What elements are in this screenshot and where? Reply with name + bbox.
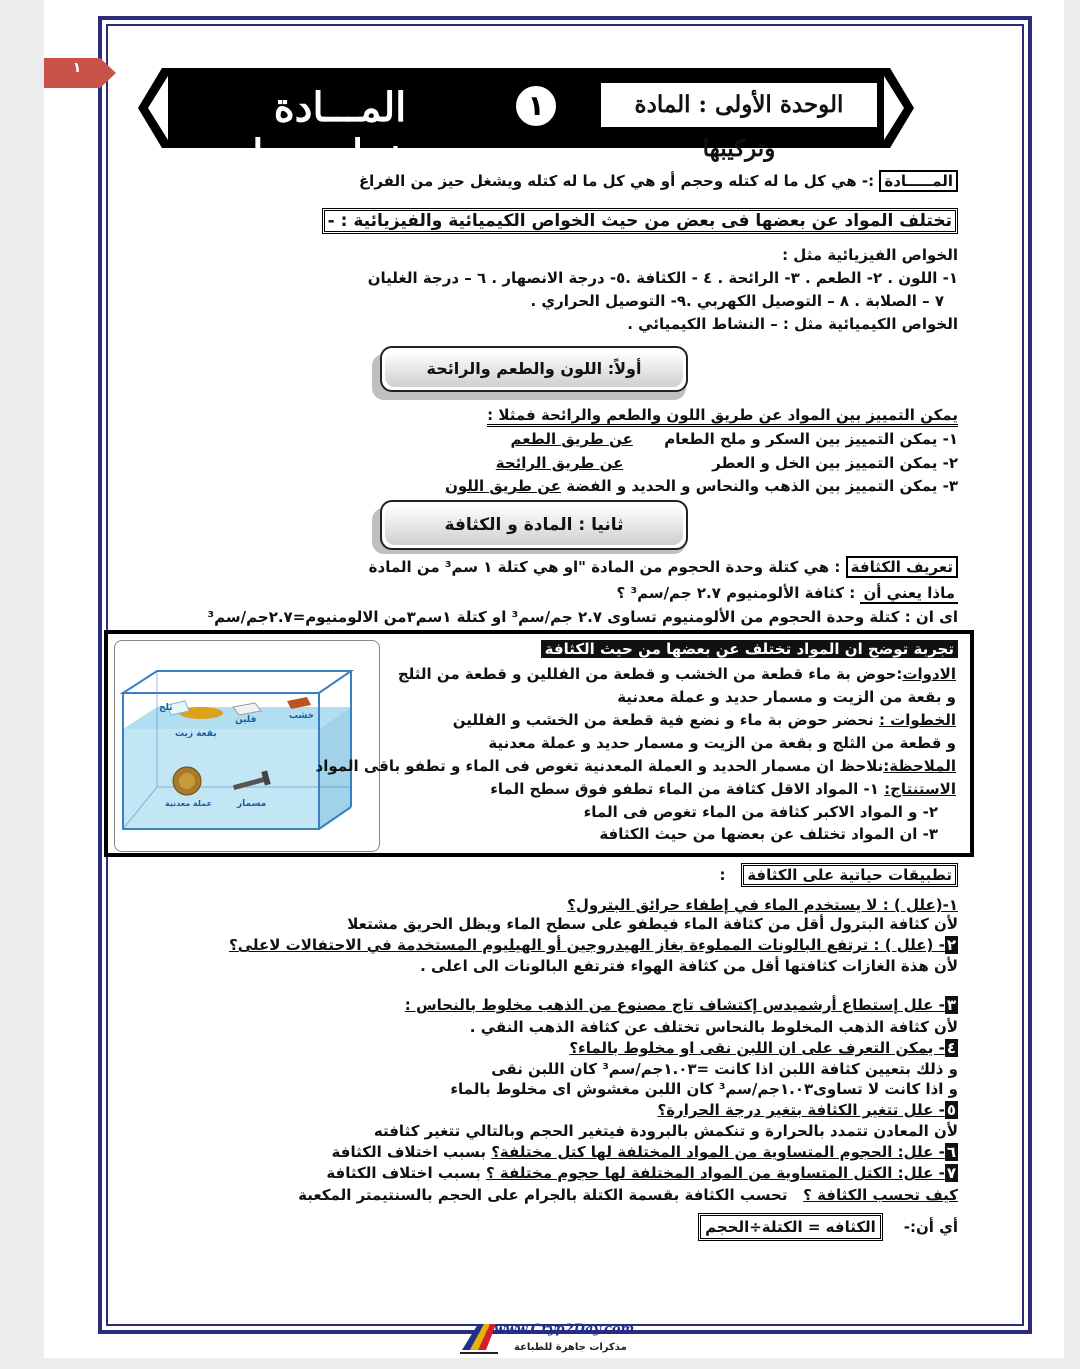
q3-number-badge: ٣ <box>946 996 956 1014</box>
section1-intro: يمكن التمييز بين المواد عن طريق اللون والطعم والرائحة فمثلا : <box>487 404 958 426</box>
experiment-conclusion-line3: ٣- ان المواد تختلف عن بعضها من حيث الكثافة <box>599 825 938 843</box>
section1-method-3: عن طريق اللون <box>445 477 561 495</box>
section1-method-1: عن طريق الطعم <box>510 430 633 448</box>
application-q2: ٢- (علل ) : ترتفع البالونات المملوءة بغاز الهيدروجين أو الهيليوم المستخدمة في الاحتفالات لاعلى؟ <box>229 936 956 954</box>
experiment-illustration <box>114 640 380 852</box>
chemical-properties: الخواص الكيميائية مثل : – النشاط الكيميائي . <box>627 315 958 333</box>
page-number: ١ <box>72 60 82 76</box>
footer-tagline: مذكرات جاهزة للطباعة <box>514 1342 627 1353</box>
application-q4: ٤- يمكن التعرف على ان اللبن نقى او مخلوط بالماء؟ <box>569 1039 956 1057</box>
density-formula: أي أن:- الكثافه = الكتلة÷الحجم <box>698 1216 958 1238</box>
label-nail: مسمار <box>237 799 267 809</box>
physical-properties-label: الخواص الفيزيائية مثل : <box>782 246 958 264</box>
application-q5: ٥- علل تتغير الكثافة بتغير درجة الحرارة؟ <box>657 1101 956 1119</box>
q6-number-badge: ٦ <box>946 1143 956 1161</box>
matter-term: المـــــادة <box>879 170 958 192</box>
application-a6: بسبب اختلاف الكثافة <box>331 1143 486 1161</box>
label-oil: بقعة زيت <box>175 729 217 739</box>
label-cork: فلين <box>235 715 257 725</box>
section1-item-1: ١- يمكن التمييز بين السكر و ملح الطعام عن طريق الطعم <box>510 430 958 448</box>
application-q3: ٣- علل إستطاع أرشميدس إكتشاف تاج مصنوع من الذهب مخلوط بالنحاس : <box>404 996 956 1014</box>
tools-label: الادوات <box>902 665 956 683</box>
application-a3: لأن كثافة الذهب المخلوط بالنحاس تختلف عن كثافة الذهب النقي . <box>469 1018 958 1036</box>
steps-label: الخطوات : <box>878 711 956 729</box>
differences-heading: تختلف المواد عن بعضها فى بعض من حيث الخواص الكيميائية والفيزيائية : - <box>322 210 958 232</box>
application-q1: ١-(علل ) : لا يستخدم الماء في إطفاء حرائق البترول؟ <box>567 896 958 914</box>
application-a7: بسبب اختلاف الكثافة <box>326 1164 481 1182</box>
physical-properties-line1: ١- اللون . ٢- الطعم . ٣- الرائحة . ٤ - الكثافة .٥- درجة الانصهار . ٦ – درجة الغليان <box>367 269 958 287</box>
application-a4-line2: و اذا كانت لا تساوى١.٠٣جم/سم³ كان اللبن مغشوش اى مخلوط بالماء <box>450 1080 958 1098</box>
q2-number-badge: ٢ <box>946 936 956 954</box>
experiment-conclusion-line2: ٢- و المواد الاكبر كثافة من الماء تغوص فى الماء <box>583 803 938 821</box>
section1-method-2: عن طريق الرائحة <box>495 454 624 472</box>
section1-item-3: ٣- يمكن التمييز بين الذهب والنحاس و الحديد و الفضة عن طريق اللون <box>445 477 958 495</box>
application-q7: ٧- علل: الكتل المتساوية من المواد المختلفة لها حجوم مختلفة ؟ بسبب اختلاف الكثافة <box>326 1164 956 1182</box>
application-a2: لأن هذة الغازات كثافتها أقل من كثافة الهواء فترتفع البالونات الى اعلى . <box>420 957 958 975</box>
experiment-steps-line2: و قطعة من الثلج و بقعة من الزيت و مسمار حديد و عملة معدنية <box>488 734 956 752</box>
label-ice: ثلج <box>159 703 173 713</box>
note-label: الملاحظة: <box>883 757 956 775</box>
q4-number-badge: ٤ <box>946 1039 956 1057</box>
matter-definition <box>359 170 958 192</box>
experiment-tools-line2: و بقعة من الزيت و مسمار حديد و عملة معدنية <box>617 688 956 706</box>
density-term: تعريف الكثافة <box>846 556 958 578</box>
application-q6: ٦- علل: الحجوم المتساوية من المواد المختلفة لها كتل مختلفة؟ بسبب اختلاف الكثافة <box>331 1143 956 1161</box>
section1-item-2: ٢- يمكن التمييز بين الخل و العطر عن طريق الرائحة <box>495 454 958 472</box>
application-a1: لأن كثافة البترول أقل من كثافة الماء فيطفو على سطح الماء ويظل الحريق مشتعلا <box>347 915 958 933</box>
conclusion-label: الاستنتاج: <box>884 780 956 798</box>
q5-number-badge: ٥ <box>946 1101 956 1119</box>
coin-icon <box>173 767 201 795</box>
density-calc-answer: تحسب الكثافة بقسمة الكتلة بالجرام على الحجم بالسنتيمتر المكعبة <box>298 1186 788 1204</box>
lesson-title: المـــادة وخواصهـــا <box>252 84 428 178</box>
section2-title: ثانيا : المادة و الكثافة <box>385 505 683 545</box>
application-a5: لأن المعادن تتمدد بالحرارة و تنكمش بالبرودة فيتغير الحجم وبالتالي تتغير كثافته <box>373 1122 958 1140</box>
matter-definition-text: :- هي كل ما له كتله وحجم أو هي كل ما له كتله ويشغل حيز من الفراغ <box>358 172 875 190</box>
footer-url: www.Cryp2Day.com <box>494 1322 635 1337</box>
footer-logo <box>458 1320 635 1360</box>
label-wood: خشب <box>289 711 315 721</box>
experiment-note: الملاحظة:نلاحظ ان مسمار الحديد و العملة المعدنية تغوص فى الماء و تطفو باقى المواد <box>315 757 956 775</box>
section1-title: أولاً: اللون والطعم والرائحة <box>385 351 683 387</box>
density-calculation <box>298 1184 958 1206</box>
experiment-title: تجربة توضح ان المواد تختلف عن بعضها من حيث الكثافة <box>541 638 958 660</box>
lesson-number-badge: ١ <box>512 82 560 130</box>
application-a4-line1: و ذلك بتعيين كثافة اللبن اذا كانت =١.٠٣جم/سم³ كان اللبن نقى <box>491 1060 958 1078</box>
physical-properties-line2: ٧ – الصلابة . ٨ – التوصيل الكهربي .٩- التوصيل الحراري . <box>530 292 944 310</box>
applications-heading: تطبيقات حياتية على الكثافة : <box>720 864 958 886</box>
density-calc-question: كيف تحسب الكثافة ؟ <box>803 1186 958 1204</box>
experiment-steps-line1: الخطوات : نحضر حوض بة ماء و نضع فية قطعة من الخشب و الفللين <box>452 711 956 729</box>
unit-title: الوحدة الأولى : المادة وتركيبها <box>598 80 880 130</box>
formula-box: الكثافه = الكتلة÷الحجم <box>698 1213 883 1241</box>
density-question: ماذا يعني أن : كثافة الألومنيوم ٢.٧ جم/سم³ ؟ <box>617 582 958 604</box>
experiment-tools-line1: الادوات:حوض بة ماء قطعة من الخشب و قطعة من الفللين و قطعة من الثلج <box>397 665 956 683</box>
density-answer: اى ان : كتلة وحدة الحجوم من الألومنيوم تساوى ٢.٧ جم/سم³ او كتلة ١سم٣من الالومنيوم=٢.٧جم/سم³ <box>207 608 958 626</box>
q7-number-badge: ٧ <box>946 1164 956 1182</box>
density-definition: تعريف الكثافة : هي كتلة وحدة الحجوم من المادة "او هي كتلة ١ سم³ من المادة <box>369 556 958 578</box>
experiment-conclusion-line1: الاستنتاج: ١- المواد الاقل كثافة من الماء تطفو فوق سطح الماء <box>490 780 956 798</box>
label-coin: عملة معدنية <box>165 799 212 808</box>
